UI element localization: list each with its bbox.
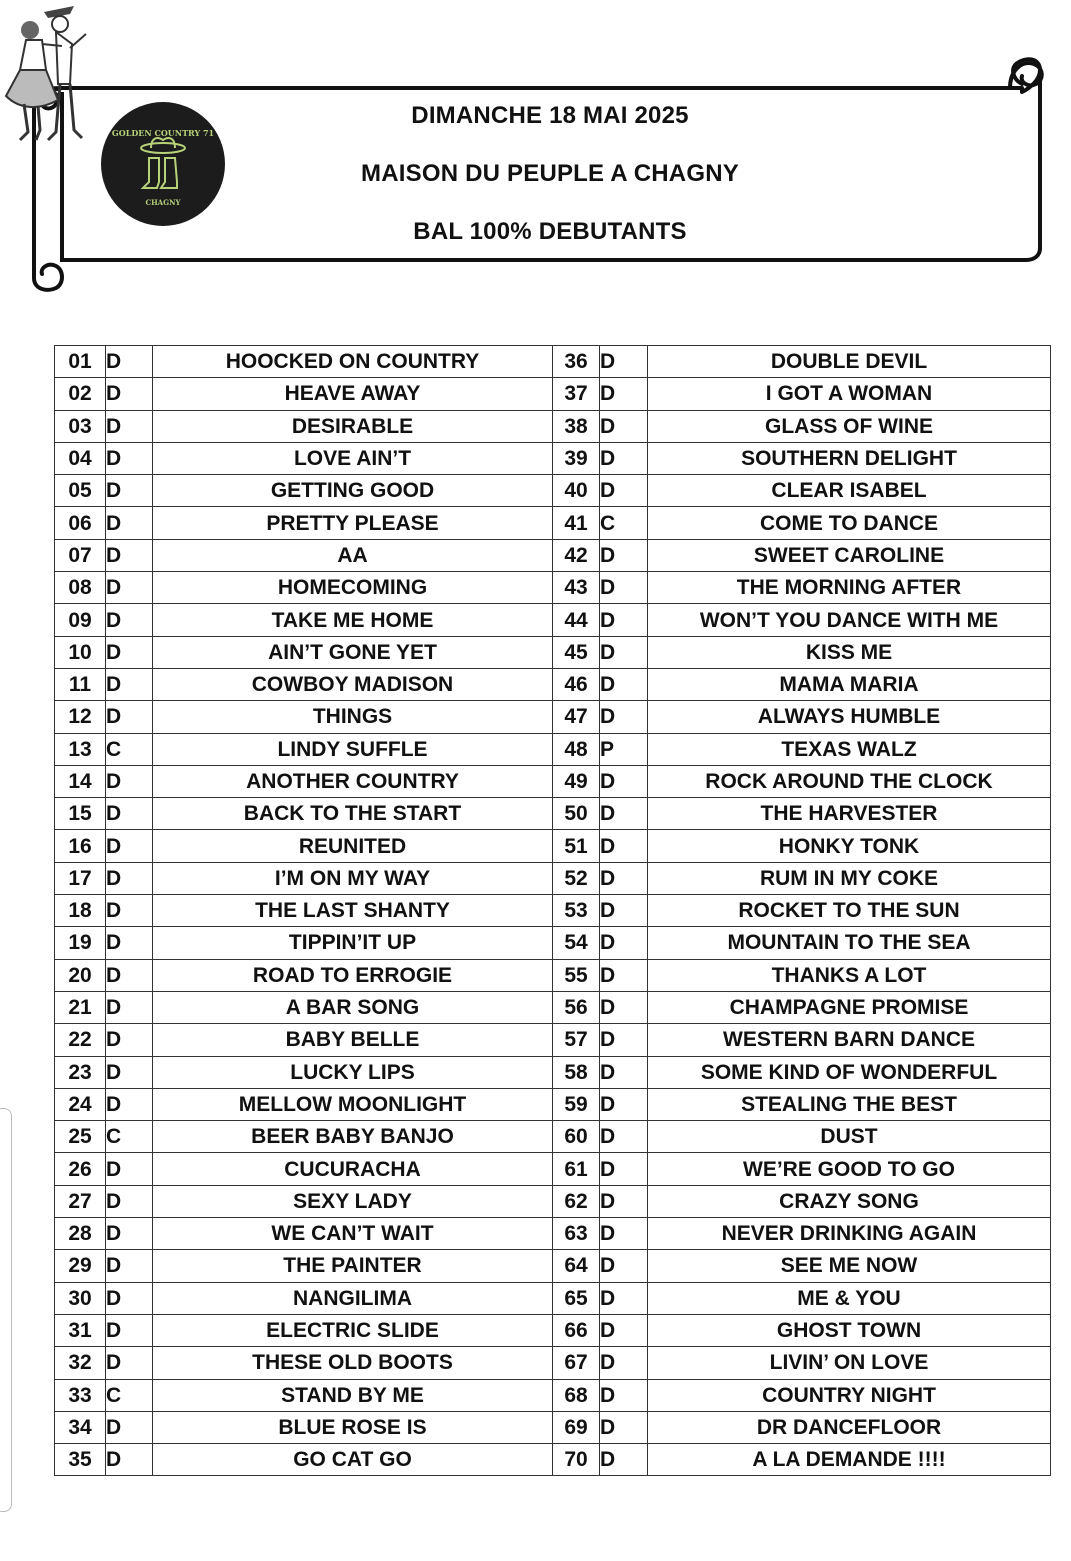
cowboy-hat-boots-icon: [137, 136, 189, 196]
dance-title: NEVER DRINKING AGAIN: [648, 1218, 1051, 1250]
table-row: [55, 1282, 1051, 1314]
dance-number: 44: [553, 604, 600, 636]
dance-title: AA: [153, 539, 553, 571]
dance-title: BLUE ROSE IS: [153, 1411, 553, 1443]
table-row: [55, 1024, 1051, 1056]
dance-number: 64: [553, 1250, 600, 1282]
dance-level: D: [106, 959, 153, 991]
dance-number: 04: [55, 442, 106, 474]
dancing-couple-icon: [0, 0, 92, 150]
dance-level: D: [106, 668, 153, 700]
dance-title: NANGILIMA: [153, 1282, 553, 1314]
dance-number: 49: [553, 765, 600, 797]
dance-title: WE’RE GOOD TO GO: [648, 1153, 1051, 1185]
table-row: [55, 1121, 1051, 1153]
dance-number: 46: [553, 668, 600, 700]
dance-level: D: [600, 346, 648, 378]
dance-number: 41: [553, 507, 600, 539]
dance-level: D: [106, 1250, 153, 1282]
table-row: [55, 1250, 1051, 1282]
dance-level: D: [106, 895, 153, 927]
dance-number: 51: [553, 830, 600, 862]
dance-title: BABY BELLE: [153, 1024, 553, 1056]
table-row: [55, 830, 1051, 862]
dance-level: D: [600, 991, 648, 1023]
dance-level: D: [106, 927, 153, 959]
dance-number: 40: [553, 475, 600, 507]
dance-number: 55: [553, 959, 600, 991]
dance-title: I GOT A WOMAN: [648, 378, 1051, 410]
dance-title: KISS ME: [648, 636, 1051, 668]
dance-number: 52: [553, 862, 600, 894]
dance-title: THE MORNING AFTER: [648, 572, 1051, 604]
table-row: [55, 1218, 1051, 1250]
dance-title: GLASS OF WINE: [648, 410, 1051, 442]
table-row: [55, 701, 1051, 733]
dance-number: 65: [553, 1282, 600, 1314]
dance-level: D: [106, 1411, 153, 1443]
dance-title: GO CAT GO: [153, 1444, 553, 1476]
table-row: [55, 927, 1051, 959]
table-row: [55, 668, 1051, 700]
dance-number: 35: [55, 1444, 106, 1476]
dance-number: 66: [553, 1314, 600, 1346]
dance-level: D: [600, 1411, 648, 1443]
dance-number: 60: [553, 1121, 600, 1153]
dance-number: 28: [55, 1218, 106, 1250]
dance-level: D: [600, 1347, 648, 1379]
dance-title: LINDY SUFFLE: [153, 733, 553, 765]
dance-title: CHAMPAGNE PROMISE: [648, 991, 1051, 1023]
dance-level: D: [106, 1153, 153, 1185]
dance-level: P: [600, 733, 648, 765]
dance-list-table: [54, 345, 1051, 1476]
dance-number: 26: [55, 1153, 106, 1185]
dance-level: D: [106, 701, 153, 733]
dance-number: 03: [55, 410, 106, 442]
table-row: [55, 378, 1051, 410]
dance-title: CRAZY SONG: [648, 1185, 1051, 1217]
dance-level: D: [106, 862, 153, 894]
table-row: [55, 1411, 1051, 1443]
dance-level: D: [600, 1282, 648, 1314]
dance-number: 05: [55, 475, 106, 507]
dance-title: LIVIN’ ON LOVE: [648, 1347, 1051, 1379]
dance-level: D: [106, 1024, 153, 1056]
dance-title: TAKE ME HOME: [153, 604, 553, 636]
dance-number: 19: [55, 927, 106, 959]
table-row: [55, 959, 1051, 991]
table-row: [55, 604, 1051, 636]
dance-level: D: [600, 862, 648, 894]
dance-title: HOMECOMING: [153, 572, 553, 604]
table-row: [55, 1444, 1051, 1476]
dance-number: 08: [55, 572, 106, 604]
dance-title: AIN’T GONE YET: [153, 636, 553, 668]
dance-level: D: [106, 1185, 153, 1217]
dance-number: 54: [553, 927, 600, 959]
dance-title: THE PAINTER: [153, 1250, 553, 1282]
dance-number: 50: [553, 798, 600, 830]
dance-number: 10: [55, 636, 106, 668]
dance-level: D: [600, 1250, 648, 1282]
dance-title: WON’T YOU DANCE WITH ME: [648, 604, 1051, 636]
logo-text-top: GOLDEN COUNTRY 71: [111, 128, 215, 138]
dance-title: COME TO DANCE: [648, 507, 1051, 539]
dance-level: D: [600, 959, 648, 991]
dance-level: D: [106, 539, 153, 571]
dance-number: 38: [553, 410, 600, 442]
dance-title: BEER BABY BANJO: [153, 1121, 553, 1153]
dance-title: MAMA MARIA: [648, 668, 1051, 700]
dance-number: 39: [553, 442, 600, 474]
dance-number: 17: [55, 862, 106, 894]
dance-number: 56: [553, 991, 600, 1023]
table-row: [55, 1379, 1051, 1411]
table-row: [55, 346, 1051, 378]
dance-level: D: [106, 1282, 153, 1314]
dance-title: COUNTRY NIGHT: [648, 1379, 1051, 1411]
dance-title: REUNITED: [153, 830, 553, 862]
dance-number: 02: [55, 378, 106, 410]
club-logo: [101, 102, 225, 226]
dance-title: THINGS: [153, 701, 553, 733]
dance-level: D: [106, 798, 153, 830]
table-row: [55, 862, 1051, 894]
dance-level: D: [106, 1347, 153, 1379]
dance-title: SEXY LADY: [153, 1185, 553, 1217]
dance-title: BACK TO THE START: [153, 798, 553, 830]
dance-level: D: [600, 1314, 648, 1346]
dance-number: 61: [553, 1153, 600, 1185]
dance-level: D: [600, 1379, 648, 1411]
dance-title: A BAR SONG: [153, 991, 553, 1023]
table-row: [55, 1185, 1051, 1217]
dance-title: ROCK AROUND THE CLOCK: [648, 765, 1051, 797]
dance-level: D: [600, 604, 648, 636]
event-date: DIMANCHE 18 MAI 2025: [411, 102, 689, 129]
event-venue: MAISON DU PEUPLE A CHAGNY: [361, 160, 739, 187]
dance-number: 21: [55, 991, 106, 1023]
dance-level: D: [106, 765, 153, 797]
table-row: [55, 798, 1051, 830]
dance-level: D: [600, 378, 648, 410]
dance-level: D: [600, 798, 648, 830]
dance-title: TEXAS WALZ: [648, 733, 1051, 765]
dance-level: D: [106, 1088, 153, 1120]
dance-level: D: [600, 636, 648, 668]
dance-title: RUM IN MY COKE: [648, 862, 1051, 894]
table-row: [55, 765, 1051, 797]
dance-level: C: [106, 1379, 153, 1411]
dance-level: D: [600, 1121, 648, 1153]
scroll-banner: [0, 0, 1071, 300]
dance-title: ELECTRIC SLIDE: [153, 1314, 553, 1346]
dance-number: 33: [55, 1379, 106, 1411]
dance-number: 43: [553, 572, 600, 604]
dance-title: THANKS A LOT: [648, 959, 1051, 991]
dance-number: 57: [553, 1024, 600, 1056]
dance-number: 25: [55, 1121, 106, 1153]
dance-title: CUCURACHA: [153, 1153, 553, 1185]
dance-title: LUCKY LIPS: [153, 1056, 553, 1088]
dance-level: D: [106, 1218, 153, 1250]
dance-level: D: [600, 1056, 648, 1088]
dance-number: 14: [55, 765, 106, 797]
dance-level: D: [600, 1153, 648, 1185]
dance-title: GHOST TOWN: [648, 1314, 1051, 1346]
dance-title: THE HARVESTER: [648, 798, 1051, 830]
dance-number: 63: [553, 1218, 600, 1250]
dance-level: D: [106, 410, 153, 442]
dance-number: 27: [55, 1185, 106, 1217]
dance-title: DOUBLE DEVIL: [648, 346, 1051, 378]
table-row: [55, 1056, 1051, 1088]
dance-level: D: [106, 442, 153, 474]
dance-level: D: [106, 378, 153, 410]
dance-title: DESIRABLE: [153, 410, 553, 442]
dance-title: ME & YOU: [648, 1282, 1051, 1314]
dance-title: COWBOY MADISON: [153, 668, 553, 700]
dance-number: 62: [553, 1185, 600, 1217]
dance-level: D: [600, 895, 648, 927]
dance-title: STEALING THE BEST: [648, 1088, 1051, 1120]
dance-level: D: [600, 1185, 648, 1217]
dance-level: D: [106, 475, 153, 507]
dance-number: 06: [55, 507, 106, 539]
dance-level: D: [106, 1056, 153, 1088]
dance-title: GETTING GOOD: [153, 475, 553, 507]
table-row: [55, 572, 1051, 604]
dance-number: 37: [553, 378, 600, 410]
dance-title: THE LAST SHANTY: [153, 895, 553, 927]
dance-level: D: [600, 701, 648, 733]
dance-title: LOVE AIN’T: [153, 442, 553, 474]
table-row: [55, 410, 1051, 442]
dance-title: STAND BY ME: [153, 1379, 553, 1411]
dance-number: 53: [553, 895, 600, 927]
dance-level: D: [600, 765, 648, 797]
table-row: [55, 895, 1051, 927]
dance-number: 12: [55, 701, 106, 733]
dance-number: 32: [55, 1347, 106, 1379]
dance-number: 24: [55, 1088, 106, 1120]
dance-list-body: [55, 346, 1051, 1476]
table-row: [55, 475, 1051, 507]
dance-number: 42: [553, 539, 600, 571]
dance-number: 68: [553, 1379, 600, 1411]
dance-title: SOME KIND OF WONDERFUL: [648, 1056, 1051, 1088]
dance-title: SEE ME NOW: [648, 1250, 1051, 1282]
dance-number: 16: [55, 830, 106, 862]
dance-title: A LA DEMANDE !!!!: [648, 1444, 1051, 1476]
dance-level: D: [106, 636, 153, 668]
dance-level: D: [600, 1218, 648, 1250]
dance-level: D: [106, 991, 153, 1023]
dance-number: 34: [55, 1411, 106, 1443]
dance-level: D: [600, 1088, 648, 1120]
dance-level: D: [600, 668, 648, 700]
dance-title: DR DANCEFLOOR: [648, 1411, 1051, 1443]
dance-title: ROAD TO ERROGIE: [153, 959, 553, 991]
dance-number: 23: [55, 1056, 106, 1088]
dance-number: 29: [55, 1250, 106, 1282]
dance-title: DUST: [648, 1121, 1051, 1153]
dance-level: D: [600, 572, 648, 604]
dance-title: SOUTHERN DELIGHT: [648, 442, 1051, 474]
dance-level: C: [106, 733, 153, 765]
dance-title: PRETTY PLEASE: [153, 507, 553, 539]
dance-level: D: [600, 410, 648, 442]
dance-title: WESTERN BARN DANCE: [648, 1024, 1051, 1056]
dance-level: D: [106, 830, 153, 862]
dance-level: D: [106, 507, 153, 539]
dance-title: WE CAN’T WAIT: [153, 1218, 553, 1250]
dance-title: I’M ON MY WAY: [153, 862, 553, 894]
dance-title: ROCKET TO THE SUN: [648, 895, 1051, 927]
dance-number: 31: [55, 1314, 106, 1346]
dance-number: 07: [55, 539, 106, 571]
dance-number: 69: [553, 1411, 600, 1443]
dance-title: MOUNTAIN TO THE SEA: [648, 927, 1051, 959]
dance-number: 20: [55, 959, 106, 991]
dance-level: C: [600, 507, 648, 539]
dance-number: 30: [55, 1282, 106, 1314]
dance-title: ANOTHER COUNTRY: [153, 765, 553, 797]
page-edge: [0, 1108, 12, 1512]
table-row: [55, 1347, 1051, 1379]
dance-level: D: [106, 572, 153, 604]
dance-title: HONKY TONK: [648, 830, 1051, 862]
dance-number: 58: [553, 1056, 600, 1088]
table-row: [55, 442, 1051, 474]
dance-number: 13: [55, 733, 106, 765]
dance-level: D: [600, 539, 648, 571]
dance-number: 70: [553, 1444, 600, 1476]
dance-level: D: [600, 927, 648, 959]
dance-title: THESE OLD BOOTS: [153, 1347, 553, 1379]
dance-level: D: [106, 1444, 153, 1476]
dance-level: D: [600, 442, 648, 474]
dance-number: 67: [553, 1347, 600, 1379]
table-row: [55, 1088, 1051, 1120]
table-row: [55, 733, 1051, 765]
dance-title: CLEAR ISABEL: [648, 475, 1051, 507]
dance-number: 47: [553, 701, 600, 733]
table-row: [55, 1314, 1051, 1346]
dance-number: 01: [55, 346, 106, 378]
dance-title: SWEET CAROLINE: [648, 539, 1051, 571]
dance-title: HEAVE AWAY: [153, 378, 553, 410]
table-row: [55, 991, 1051, 1023]
dance-number: 45: [553, 636, 600, 668]
table-row: [55, 539, 1051, 571]
logo-text-bottom: CHAGNY: [145, 198, 181, 207]
dance-number: 15: [55, 798, 106, 830]
table-row: [55, 507, 1051, 539]
dance-level: D: [600, 1444, 648, 1476]
dance-level: D: [600, 1024, 648, 1056]
dance-level: C: [106, 1121, 153, 1153]
dance-number: 18: [55, 895, 106, 927]
dance-number: 09: [55, 604, 106, 636]
dance-title: ALWAYS HUMBLE: [648, 701, 1051, 733]
dance-number: 59: [553, 1088, 600, 1120]
dance-title: TIPPIN’IT UP: [153, 927, 553, 959]
dance-number: 36: [553, 346, 600, 378]
dance-level: D: [600, 475, 648, 507]
dance-number: 11: [55, 668, 106, 700]
dance-level: D: [106, 1314, 153, 1346]
dance-title: MELLOW MOONLIGHT: [153, 1088, 553, 1120]
table-row: [55, 1153, 1051, 1185]
dance-title: HOOCKED ON COUNTRY: [153, 346, 553, 378]
event-title: BAL 100% DEBUTANTS: [413, 218, 687, 245]
dance-level: D: [106, 604, 153, 636]
dance-level: D: [600, 830, 648, 862]
table-row: [55, 636, 1051, 668]
dance-number: 48: [553, 733, 600, 765]
dance-number: 22: [55, 1024, 106, 1056]
dance-level: D: [106, 346, 153, 378]
